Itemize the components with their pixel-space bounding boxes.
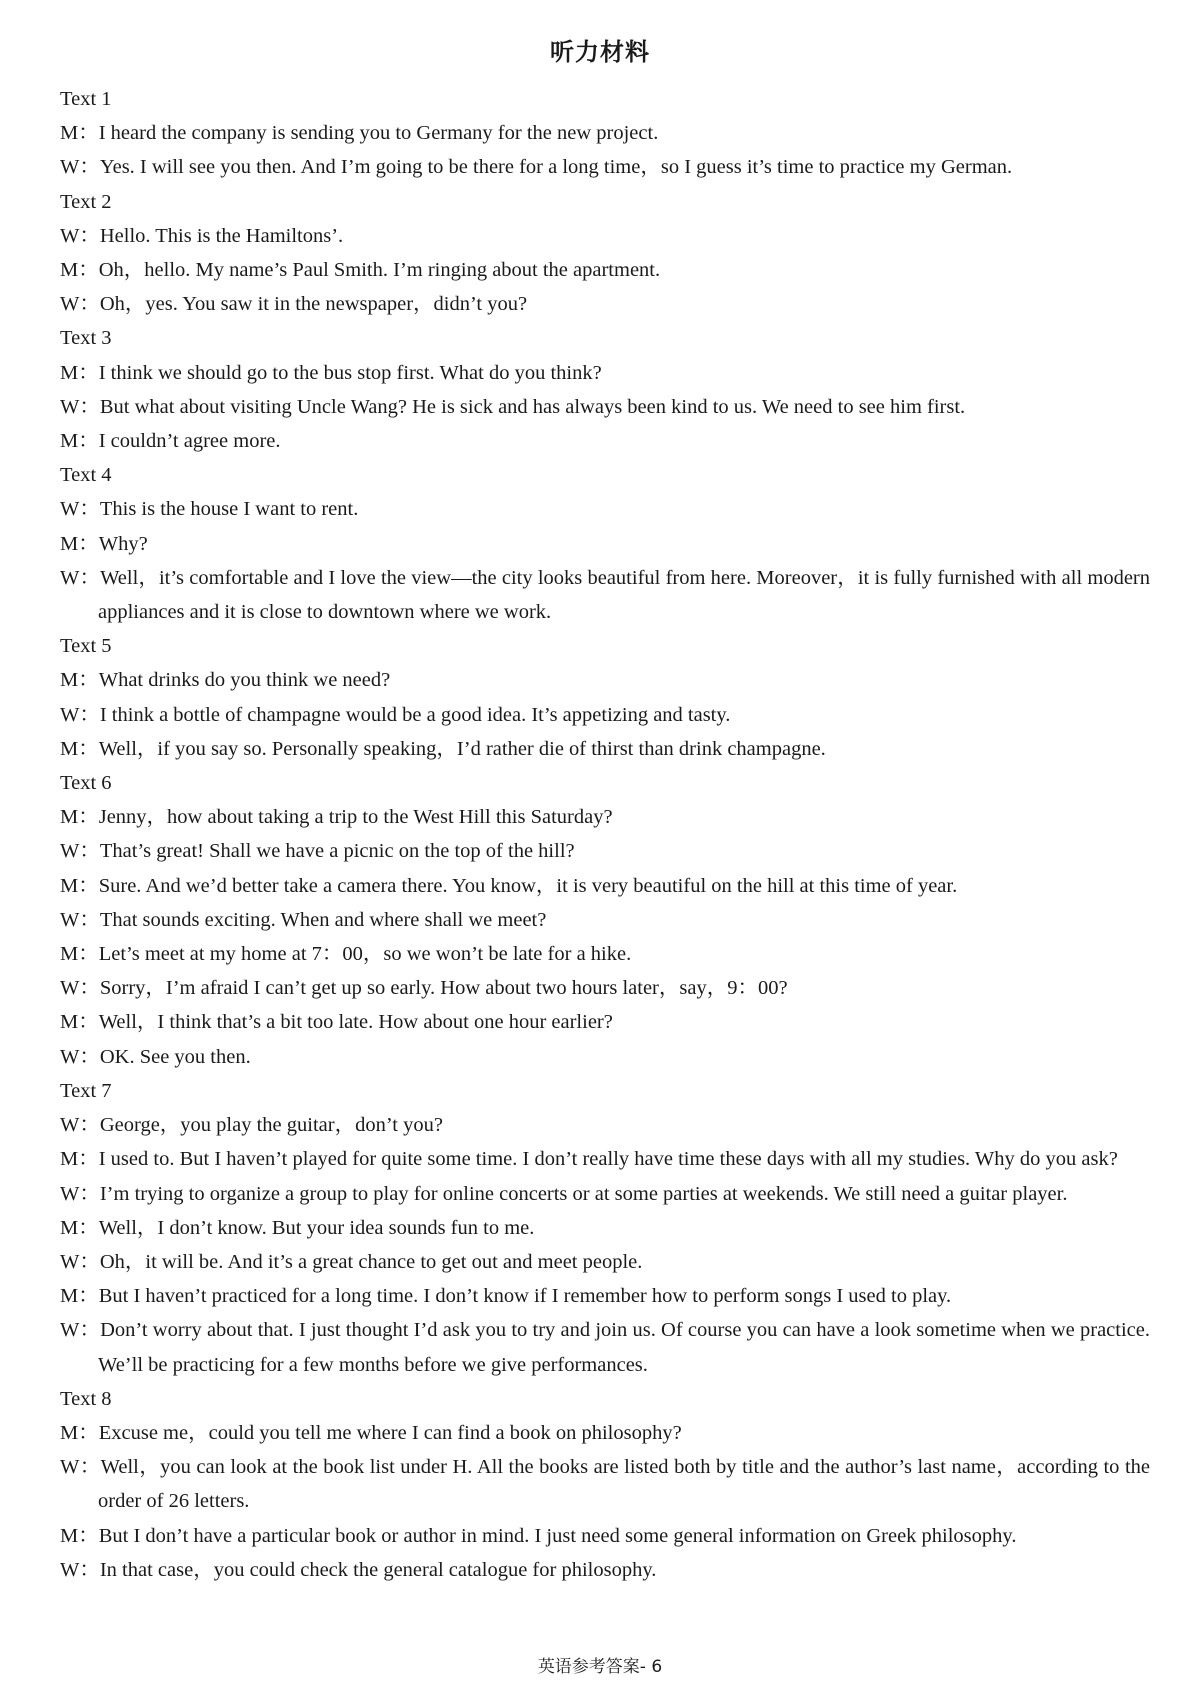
text-heading: Text 7 [60, 1079, 112, 1102]
text-heading: Text 8 [60, 1387, 112, 1410]
dialogue-line: W：Oh，it will be. And it’s a great chance to get out and meet people. [60, 1250, 643, 1273]
dialogue-line: M：Excuse me，could you tell me where I can find a book on philosophy? [60, 1421, 682, 1444]
dialogue-line: M：I think we should go to the bus stop first. What do you think? [60, 361, 602, 384]
text-heading: Text 5 [60, 635, 112, 658]
dialogue-line: W：That sounds exciting. When and where shall we meet? [60, 908, 547, 931]
dialogue-line: W：But what about visiting Uncle Wang? He is sick and has always been kind to us. We need to see him first. [60, 395, 966, 418]
dialogue-line: M：Well，I don’t know. But your idea sounds fun to me. [60, 1216, 535, 1239]
dialogue-line: M：Well，if you say so. Personally speaking，I’d rather die of thirst than drink champagne. [60, 737, 826, 760]
dialogue-line: M：Why? [60, 532, 148, 555]
dialogue-line: W：OK. See you then. [60, 1045, 251, 1068]
dialogue-line: M：I couldn’t agree more. [60, 430, 281, 453]
dialogue-line: M：But I don’t have a particular book or author in mind. I just need some general information on Greek philosophy. [60, 1524, 1017, 1547]
dialogue-line: W：I think a bottle of champagne would be a good idea. It’s appetizing and tasty. [60, 703, 731, 726]
text-heading: Text 3 [60, 327, 112, 350]
transcript-body [60, 82, 1150, 1587]
page-title: 听力材料 [550, 38, 650, 66]
text-heading: Text 4 [60, 464, 112, 487]
dialogue-line: W：Yes. I will see you then. And I’m going to be there for a long time，so I guess it’s time to practice my German. [60, 156, 1013, 179]
dialogue-line: W：Well，you can look at the book list under H. All the books are listed both by title and the author’s last name，according to the order of 26 letters. [60, 1456, 1150, 1513]
dialogue-line: M：But I haven’t practiced for a long time. I don’t know if I remember how to perform songs I used to play. [60, 1285, 952, 1308]
dialogue-line: W：That’s great! Shall we have a picnic on the top of the hill? [60, 840, 575, 863]
dialogue-line: M：Oh，hello. My name’s Paul Smith. I’m ringing about the apartment. [60, 259, 661, 282]
dialogue-line: W：In that case，you could check the general catalogue for philosophy. [60, 1558, 657, 1581]
page-footer: 英语参考答案- 6 [537, 1657, 663, 1677]
dialogue-line: M：Sure. And we’d better take a camera there. You know，it is very beautiful on the hill at this time of year. [60, 874, 958, 897]
text-heading: Text 1 [60, 88, 112, 110]
text-heading: Text 2 [60, 190, 112, 213]
dialogue-line: M：Jenny，how about taking a trip to the West Hill this Saturday? [60, 806, 613, 829]
dialogue-line: W：Well，it’s comfortable and I love the view—the city looks beautiful from here. Moreover，it is fully furnished with all modern appliances and it is close to downtown where we work. [60, 566, 1150, 624]
dialogue-line: M：I used to. But I haven’t played for quite some time. I don’t really have time these days with all my studies. Why do you ask? [60, 1148, 1118, 1171]
dialogue-line: M：What drinks do you think we need? [60, 669, 391, 692]
dialogue-line: W：Hello. This is the Hamiltons’. [60, 224, 344, 247]
dialogue-line: W：George，you play the guitar，don’t you? [60, 1114, 443, 1137]
dialogue-line: M：Well，I think that’s a bit too late. How about one hour earlier? [60, 1011, 613, 1034]
text-heading: Text 6 [60, 772, 112, 795]
dialogue-line: W：This is the house I want to rent. [60, 498, 359, 521]
dialogue-line: M：I heard the company is sending you to Germany for the new project. [60, 122, 659, 145]
dialogue-line: W：Oh，yes. You saw it in the newspaper，didn’t you? [60, 293, 528, 316]
dialogue-line: W：I’m trying to organize a group to play for online concerts or at some parties at weekends. We still need a guitar player. [60, 1182, 1068, 1205]
dialogue-line: M：Let’s meet at my home at 7：00，so we won’t be late for a hike. [60, 943, 632, 966]
dialogue-line: W：Sorry，I’m afraid I can’t get up so early. How about two hours later，say，9：00? [60, 977, 788, 1000]
dialogue-line: W：Don’t worry about that. I just thought I’d ask you to try and join us. Of course you can have a look sometime when we practice. We’ll be practicing for a few months before we give performances. [60, 1319, 1150, 1376]
